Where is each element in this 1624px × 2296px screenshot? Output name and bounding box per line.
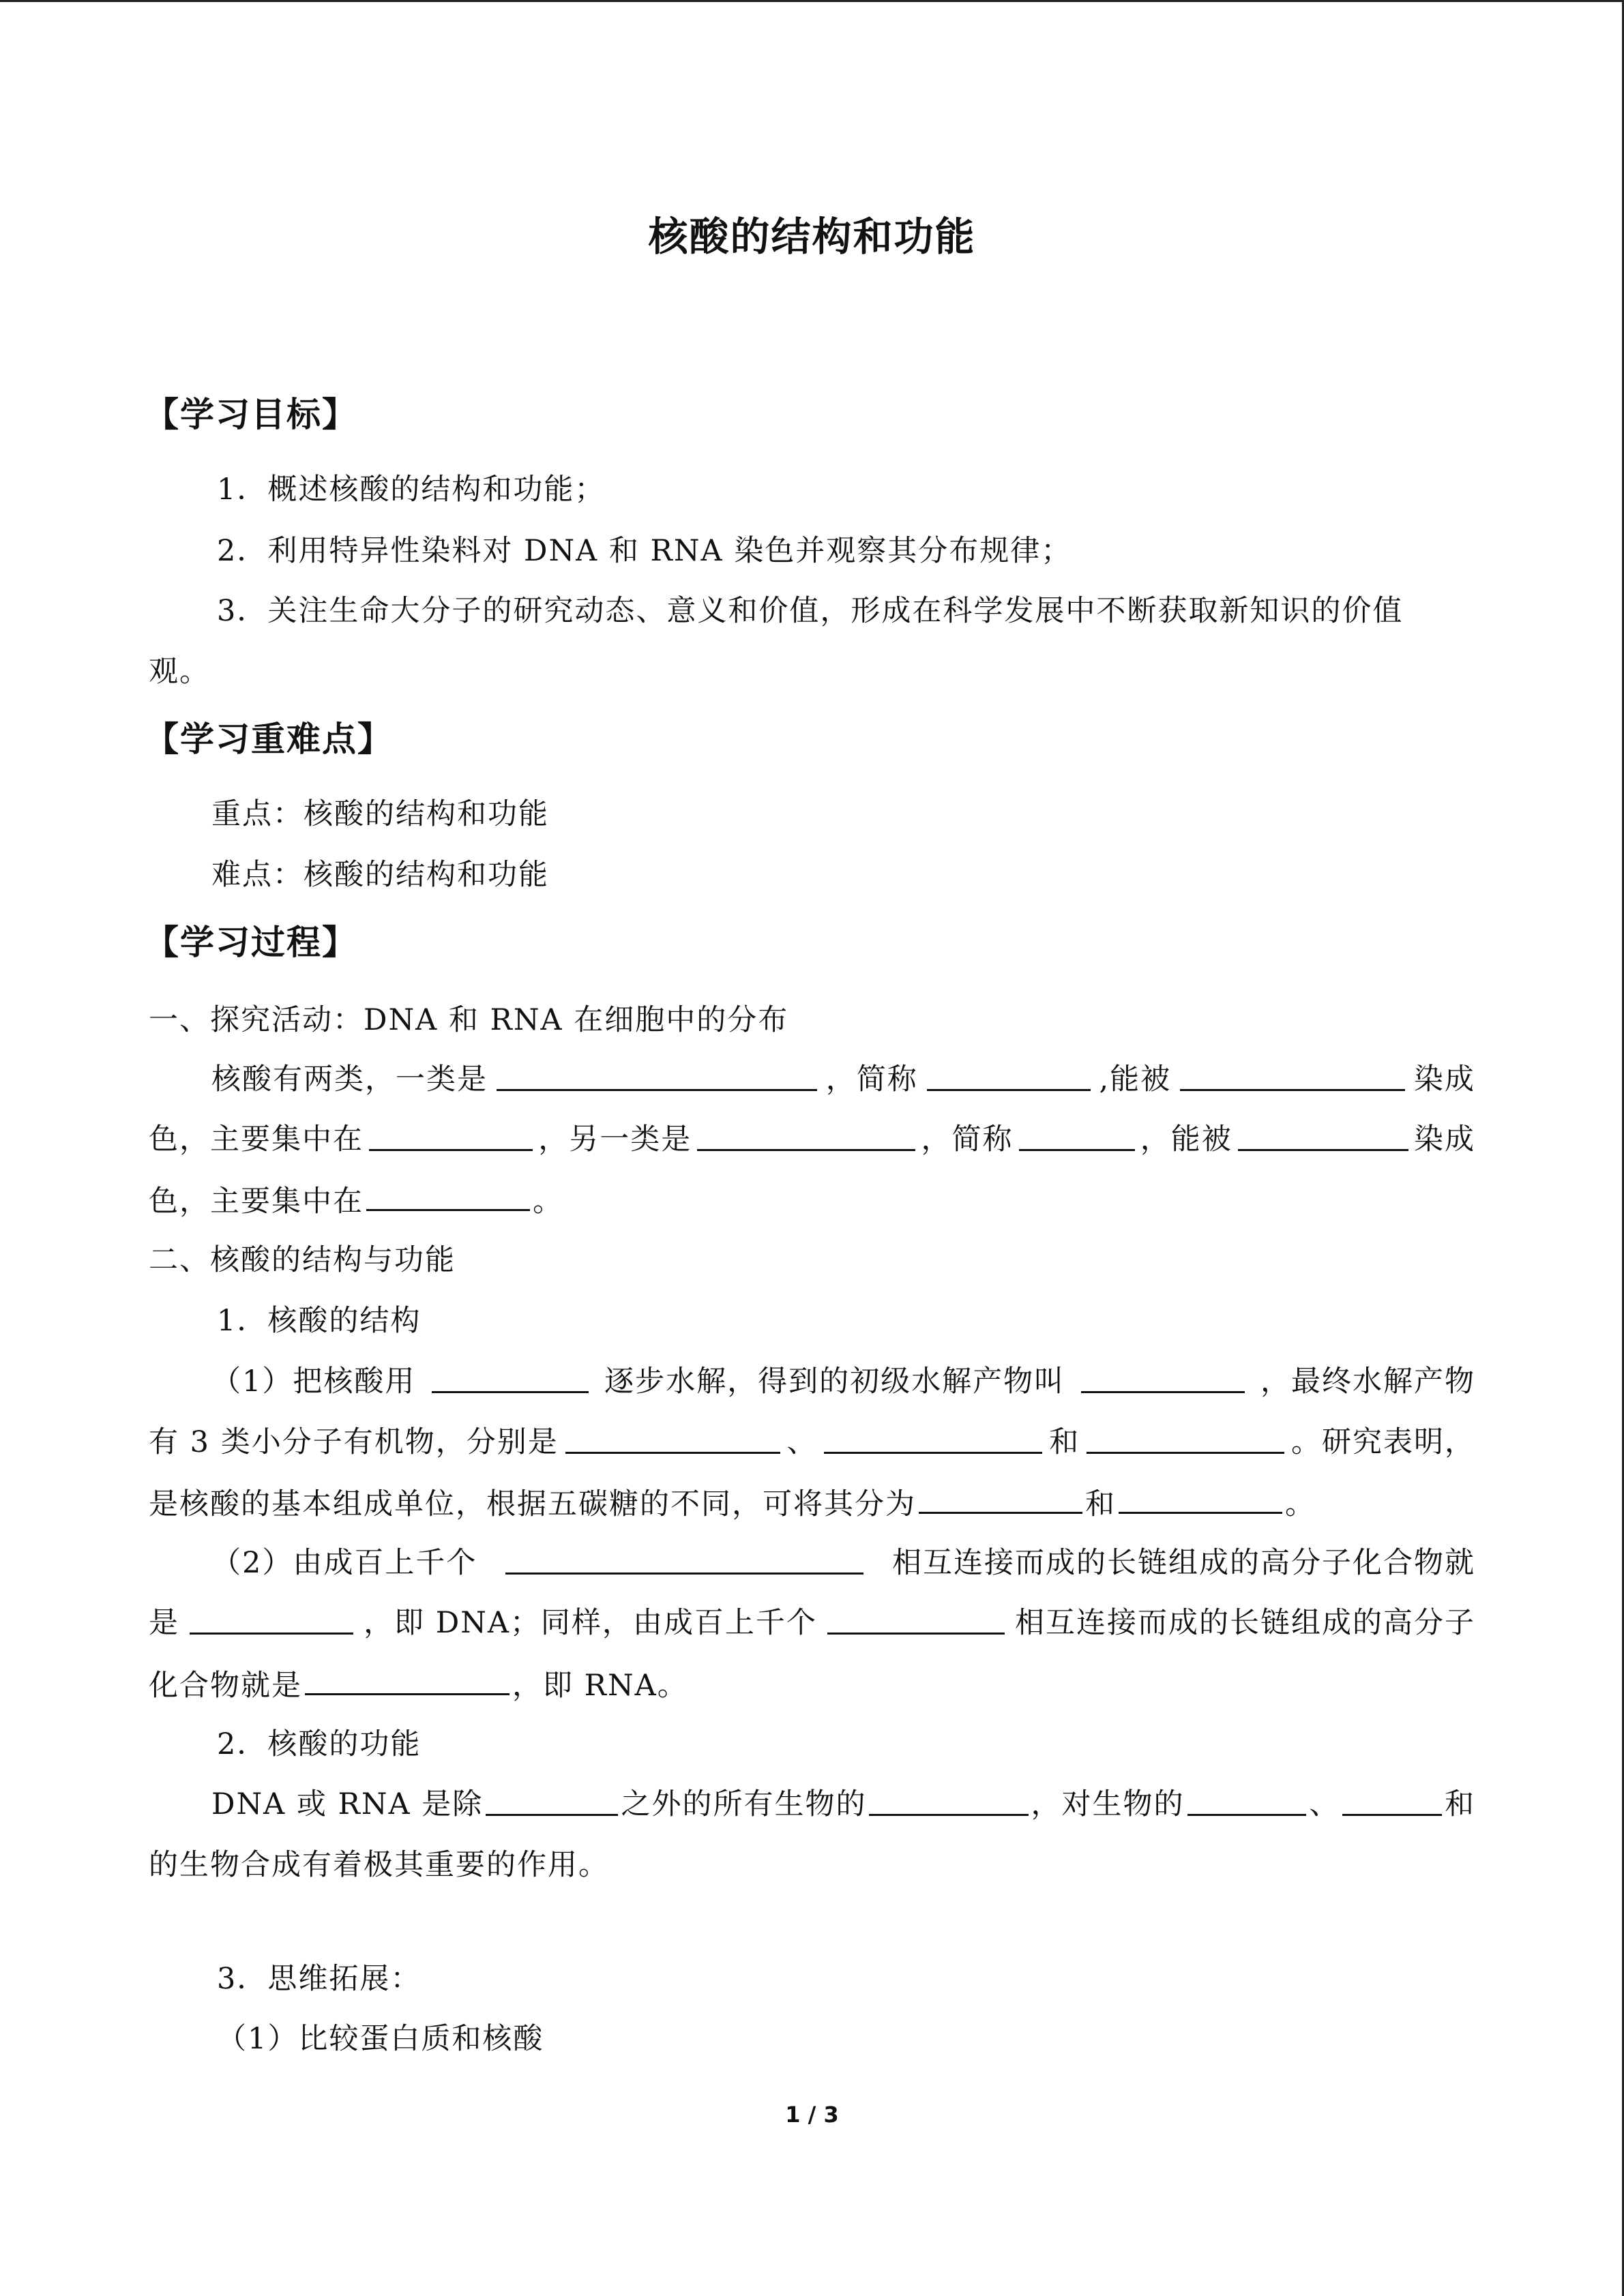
fill-blank[interactable] xyxy=(1238,1119,1408,1151)
subsection-thinking-extension: 3．思维拓展： xyxy=(217,1962,422,1996)
structure-q2-line1: （2）由成百上千个 相互连接而成的长链组成的高分子化合物就 xyxy=(211,1542,1475,1583)
page-border-top xyxy=(0,0,1624,2)
section2-title: 二、核酸的结构与功能 xyxy=(149,1243,456,1277)
goal-item-2: 2．利用特异性染料对 DNA 和 RNA 染色并观察其分布规律； xyxy=(217,534,1072,568)
fill-blank[interactable] xyxy=(432,1361,589,1393)
fill-blank[interactable] xyxy=(486,1784,618,1816)
structure-q1-line3: 是核酸的基本组成单位，根据五碳糖的不同，可将其分为 和 。 xyxy=(149,1482,1316,1525)
section1-title: 一、探究活动：DNA 和 RNA 在细胞中的分布 xyxy=(149,1003,789,1037)
document-title: 核酸的结构和功能 xyxy=(648,213,976,260)
fill-blank[interactable] xyxy=(369,1119,533,1151)
structure-q1-line1: （1）把核酸用 逐步水解，得到的初级水解产物叫 ，最终水解产物 xyxy=(211,1361,1475,1402)
section-heading-goals: 【学习目标】 xyxy=(145,395,357,434)
fill-blank[interactable] xyxy=(1187,1784,1307,1816)
fill-blank[interactable] xyxy=(1087,1422,1284,1454)
function-line2: 的生物合成有着极其重要的作用。 xyxy=(149,1848,609,1882)
fill-blank[interactable] xyxy=(824,1422,1042,1454)
function-line1: DNA 或 RNA 是除 之外的所有生物的 ，对生物的 、 和 xyxy=(211,1784,1475,1825)
fill-blank[interactable] xyxy=(305,1663,510,1695)
fill-blank[interactable] xyxy=(565,1422,780,1454)
difficult-point: 难点：核酸的结构和功能 xyxy=(211,858,549,892)
compare-protein-nucleic-acid: （1）比较蛋白质和核酸 xyxy=(217,2022,544,2056)
subsection-function: 2．核酸的功能 xyxy=(217,1727,422,1761)
fill-blank[interactable] xyxy=(827,1602,1005,1635)
structure-q2-line3: 化合物就是 ，即 RNA。 xyxy=(149,1663,688,1706)
subsection-structure: 1．核酸的结构 xyxy=(217,1304,422,1338)
fill-blank[interactable] xyxy=(869,1784,1028,1816)
goal-item-3-line1: 3．关注生命大分子的研究动态、意义和价值，形成在科学发展中不断获取新知识的价值 xyxy=(217,594,1404,628)
fill-blank[interactable] xyxy=(366,1179,530,1211)
section-heading-key-points: 【学习重难点】 xyxy=(145,719,393,759)
structure-q2-line2: 是 ，即 DNA；同样，由成百上千个 相互连接而成的长链组成的高分子 xyxy=(149,1602,1475,1643)
fill-blank[interactable] xyxy=(1081,1361,1245,1393)
section1-paragraph-line1: 核酸有两类，一类是 ，简称 ,能被 染成 xyxy=(211,1059,1475,1100)
structure-q1-line2: 有 3 类小分子有机物，分别是 、 和 。研究表明， xyxy=(149,1422,1475,1463)
goal-item-3-line2: 观。 xyxy=(149,655,210,689)
fill-blank[interactable] xyxy=(697,1119,915,1151)
key-point: 重点：核酸的结构和功能 xyxy=(211,797,549,831)
fill-blank[interactable] xyxy=(505,1542,863,1575)
page-number: 1 / 3 xyxy=(785,2102,839,2128)
fill-blank[interactable] xyxy=(497,1059,817,1091)
section-heading-process: 【学习过程】 xyxy=(145,923,357,962)
fill-blank[interactable] xyxy=(1342,1784,1442,1816)
fill-blank[interactable] xyxy=(1180,1059,1405,1091)
fill-blank[interactable] xyxy=(919,1482,1082,1514)
section1-paragraph-line3: 色，主要集中在 。 xyxy=(149,1179,563,1222)
section1-paragraph-line2: 色，主要集中在 ，另一类是 ，简称 ，能被 染成 xyxy=(149,1119,1475,1160)
fill-blank[interactable] xyxy=(190,1602,353,1635)
fill-blank[interactable] xyxy=(927,1059,1091,1091)
fill-blank[interactable] xyxy=(1019,1119,1135,1151)
fill-blank[interactable] xyxy=(1119,1482,1282,1514)
goal-item-1: 1．概述核酸的结构和功能； xyxy=(217,473,606,507)
